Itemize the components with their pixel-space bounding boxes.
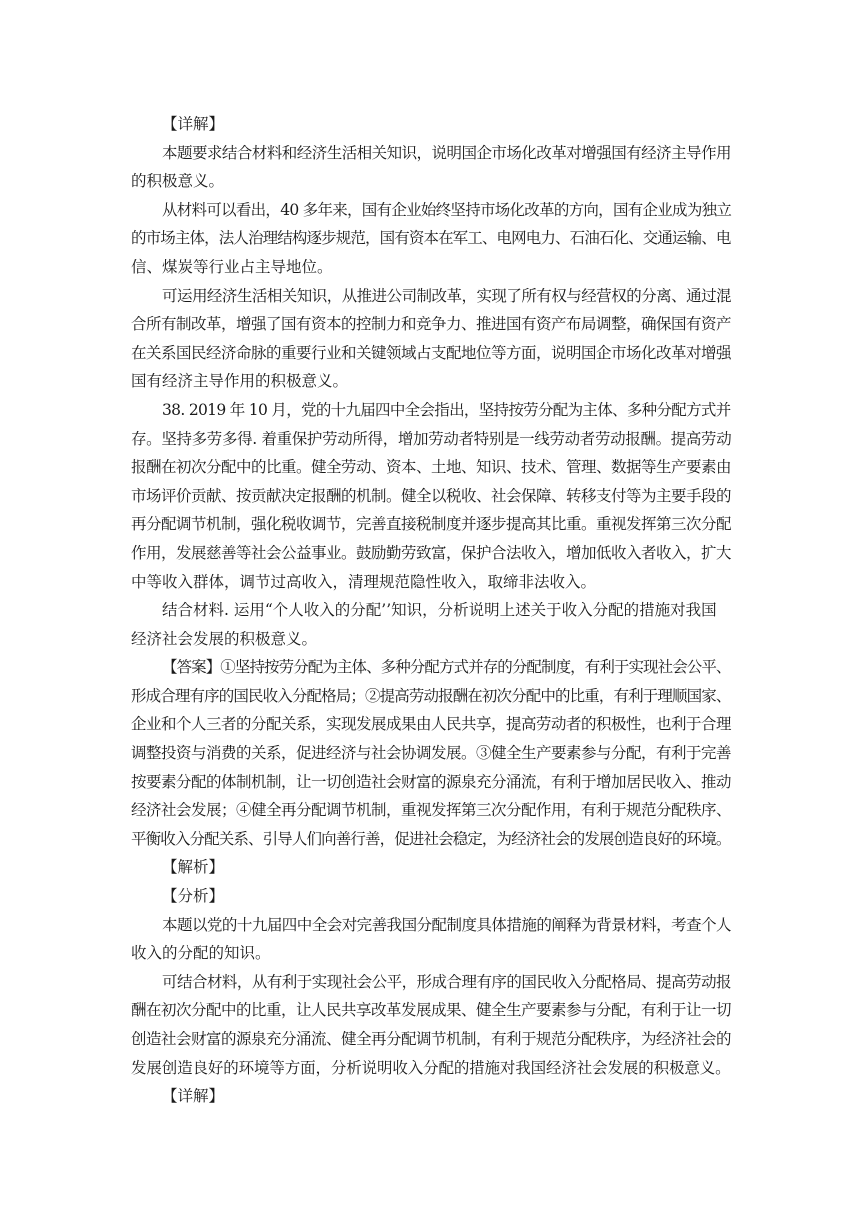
text-line: 从材料可以看出，40 多年来，国有企业始终坚持市场化改革的方向，国有企业成为独立 [162, 200, 732, 219]
text-line: 国有经济主导作用的积极意义。 [131, 372, 349, 391]
text-line: 结合材料. 运用“个人收入的分配’’知识，分析说明上述关于收入分配的措施对我国 [162, 601, 717, 620]
text-line: 酬在初次分配中的比重，让人民共享改革发展成果、健全生产要素参与分配，有利于让一切 [131, 1001, 732, 1020]
document-body [131, 110, 731, 1111]
text-line: 收入的分配的知识。 [131, 944, 271, 963]
text-line: 【分析】 [162, 887, 225, 906]
text-line: 中等收入群体，调节过高收入，清理规范隐性收入，取缔非法收入。 [131, 572, 597, 591]
text-line: 报酬在初次分配中的比重。健全劳动、资本、土地、知识、技术、管理、数据等生产要素由 [131, 458, 732, 477]
text-line: 的市场主体，法人治理结构逐步规范，国有资本在军工、电网电力、石油石化、交通运输、电 [131, 229, 731, 248]
text-line: 存。坚持多劳多得. 着重保护劳动所得，增加劳动者特别是一线劳动者劳动报酬。提高劳动 [131, 429, 732, 448]
text-line: 【详解】 [162, 1087, 225, 1106]
text-line: 经济社会发展的积极意义。 [131, 629, 318, 648]
text-line: 信、煤炭等行业占主导地位。 [131, 257, 333, 276]
text-line: 平衡收入分配关系、引导人们向善行善，促进社会稳定，为经济社会的发展创造良好的环境。 [131, 829, 731, 848]
text-line: 经济社会发展；④健全再分配调节机制，重视发挥第三次分配作用，有利于规范分配秩序、 [131, 801, 732, 820]
text-line: 【详解】 [162, 115, 225, 133]
text-line: 38. 2019 年 10 月，党的十九届四中全会指出，坚持按劳分配为主体、多种分配方式并 [162, 400, 731, 419]
text-line: 调整投资与消费的关系，促进经济与社会协调发展。③健全生产要素参与分配，有利于完善 [131, 744, 732, 763]
text-line: 【答案】①坚持按劳分配为主体、多种分配方式并存的分配制度，有利于实现社会公平、 [162, 658, 731, 677]
text-line: 作用，发展慈善等社会公益事业。鼓励勤劳致富，保护合法收入，增加低收入者收入，扩大 [131, 543, 732, 562]
text-line: 形成合理有序的国民收入分配格局；②提高劳动报酬在初次分配中的比重，有利于理顺国家、 [131, 686, 731, 705]
text-line: 合所有制改革，增强了国有资本的控制力和竞争力、推进国有资产布局调整，确保国有资产 [131, 315, 732, 334]
text-line: 创造社会财富的源泉充分涌流、健全再分配调节机制，有利于规范分配秩序，为经济社会的 [131, 1030, 732, 1048]
text-line: 发展创造良好的环境等方面，分析说明收入分配的措施对我国经济社会发展的积极意义。 [131, 1058, 731, 1077]
text-line: 市场评价贡献、按贡献决定报酬的机制。健全以税收、社会保障、转移支付等为主要手段的 [131, 486, 732, 505]
text-line: 的积极意义。 [131, 172, 225, 191]
text-line: 【解析】 [162, 858, 225, 877]
text-line: 按要素分配的体制机制，让一切创造社会财富的源泉充分涌流，有利于增加居民收入、推动 [131, 772, 732, 791]
text-line: 再分配调节机制，强化税收调节，完善直接税制度并逐步提高其比重。重视发挥第三次分配 [131, 515, 732, 534]
text-line: 可结合材料，从有利于实现社会公平，形成合理有序的国民收入分配格局、提高劳动报 [162, 972, 732, 991]
text-line: 本题要求结合材料和经济生活相关知识，说明国企市场化改革对增强国有经济主导作用 [162, 143, 732, 162]
text-line: 可运用经济生活相关知识，从推进公司制改革，实现了所有权与经营权的分离、通过混 [162, 286, 732, 305]
text-line: 在关系国民经济命脉的重要行业和关键领域占支配地位等方面，说明国企市场化改革对增强 [131, 343, 732, 362]
text-line: 企业和个人三者的分配关系，实现发展成果由人民共享，提高劳动者的积极性，也利于合理 [131, 715, 732, 734]
text-line: 本题以党的十九届四中全会对完善我国分配制度具体措施的阐释为背景材料，考查个人 [162, 915, 732, 934]
